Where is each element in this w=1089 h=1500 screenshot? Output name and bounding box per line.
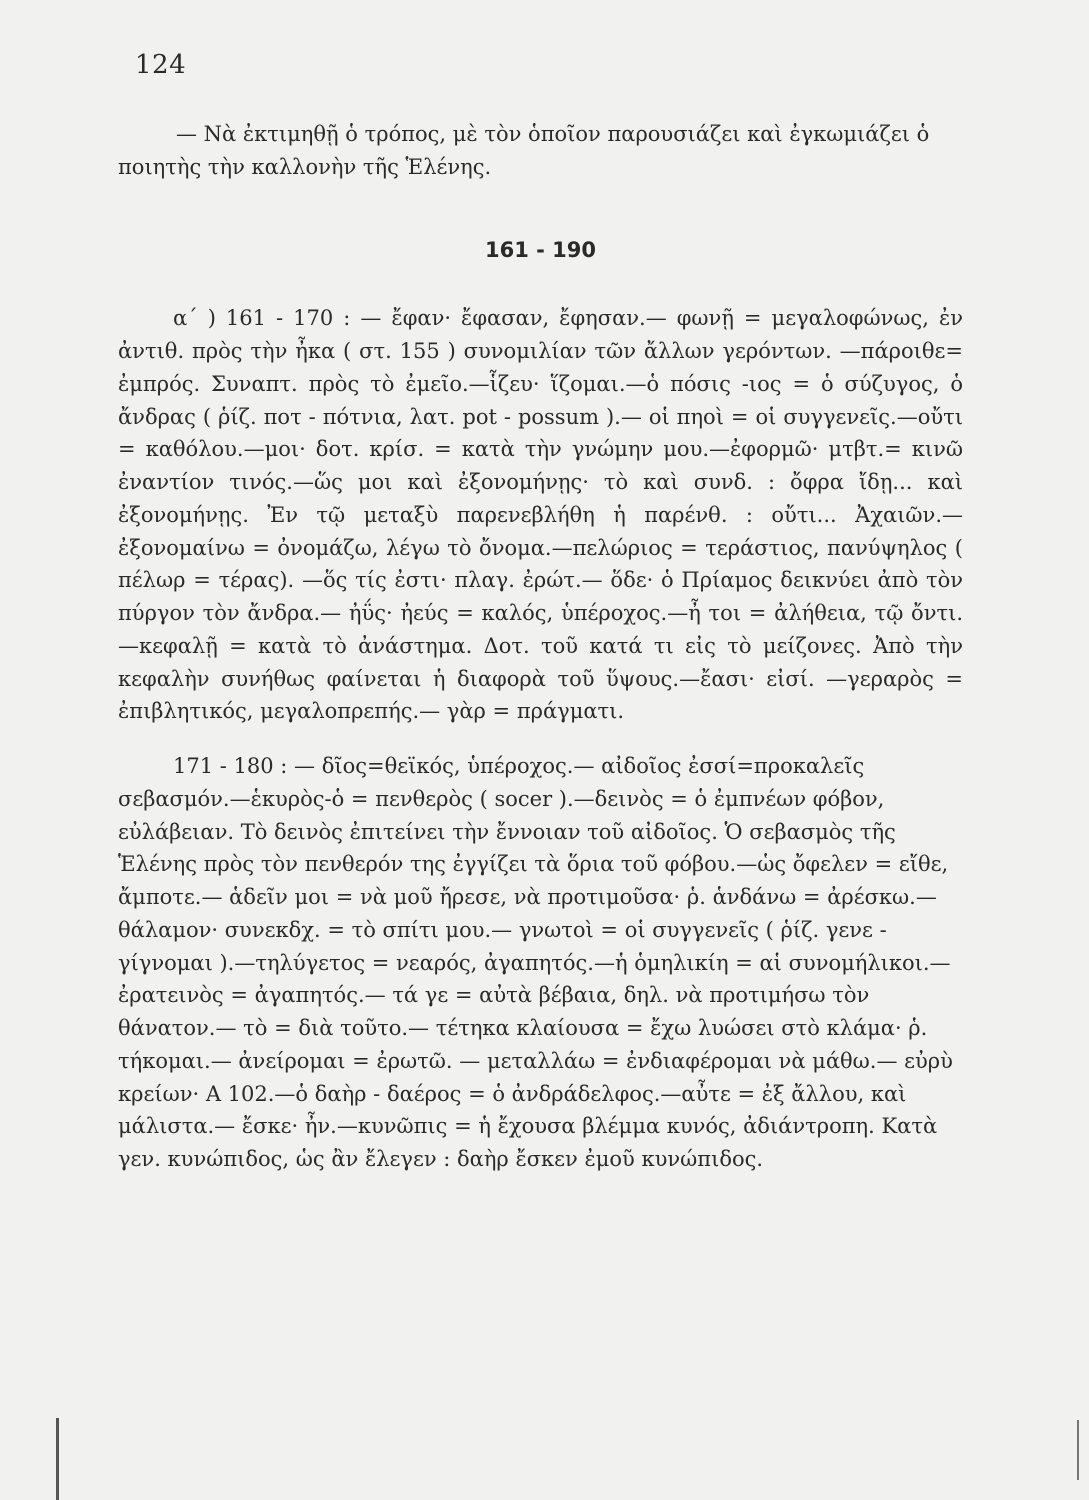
text-block [118, 118, 963, 1176]
paragraph-161-170: α΄ ) 161 - 170 : — ἔφαν· ἔφασαν, ἔφησαν.— φωνῇ = μεγαλοφώνως, ἐν ἀντιθ. πρὸς τὴν ἦκα ( στ. 155 ) συνομιλίαν τῶν ἄλλων γερόντων. —πάροιθε= ἐμπρός. Συναπτ. πρὸς τὸ ἐμεῖο.—ἷζευ· ἵζομαι.—ὁ πόσις -ιος = ὁ σύζυγος, ὁ ἄνδρας ( ῥίζ. ποτ - πότνια, λατ. pot - possum ).— οἱ πηοὶ = οἱ συγγενεῖς.—οὔτι = καθόλου.—μοι· δοτ. κρίσ. = κατὰ τὴν γνώμην μου.—ἐφορμῶ· μτβτ.= κινῶ ἐναντίον τινός.—ὥς μοι καὶ ἐξονομήνῃς· τὸ καὶ συνδ. : ὄφρα ἴδῃ... καὶ ἐξονομήνῃς. Ἐν τῷ μεταξὺ παρενεβλήθη ἡ παρένθ. : οὔτι... Ἀχαιῶν.—ἐξονομαίνω = ὀνομάζω, λέγω τὸ ὄνομα.—πελώριος = τεράστιος, πανύψηλος ( πέλωρ = τέρας). —ὅς τίς ἐστι· πλαγ. ἐρώτ.— ὅδε· ὁ Πρίαμος δεικνύει ἀπὸ τὸν πύργον τὸν ἄνδρα.— ἠΰς· ἠεύς = καλός, ὑπέροχος.—ἦ τοι = ἀλήθεια, τῷ ὄντι.—κεφαλῇ = κατὰ τὸ ἀνάστημα. Δοτ. τοῦ κατά τι εἰς τὸ μείζονες. Ἀπὸ τὴν κεφαλὴν συνήθως φαίνεται ἡ διαφορὰ τοῦ ὕψους.—ἔασι· εἰσί. —γεραρὸς = ἐπιβλητικός, μεγαλοπρεπής.— γὰρ = πράγματι. [118, 306, 963, 724]
scan-edge-mark-right [1077, 1420, 1079, 1480]
intro-question: — Νὰ ἐκτιμηθῇ ὁ τρόπος, μὲ τὸν ὁποῖον παρουσιάζει καὶ ἐγκωμιάζει ὁ ποιητὴς τὴν καλλονὴν τῆς Ἑλένης. [118, 122, 930, 179]
paragraph-171-180: 171 - 180 : — δῖος=θεϊκός, ὑπέροχος.— αἰδοῖος ἐσσί=προκαλεῖς σεβασμόν.—ἑκυρὸς-ὁ = πενθερὸς ( socer ).—δεινὸς = ὁ ἐμπνέων φόβον, εὐλάβειαν. Τὸ δεινὸς ἐπιτείνει τὴν ἔννοιαν τοῦ αἰδοῖος. Ὁ σεβασμὸς τῆς Ἑλένης πρὸς τὸν πενθερόν της ἐγγίζει τὰ ὅρια τοῦ φόβου.—ὡς ὄφελεν = εἴθε, ἄμποτε.— ἁδεῖν μοι = νὰ μοῦ ἤρεσε, νὰ προτιμοῦσα· ῥ. ἁνδάνω = ἀρέσκω.— θάλαμον· συνεκδχ. = τὸ σπίτι μου.— γνωτοὶ = οἱ συγγενεῖς ( ῥίζ. γενε - γίγνομαι ).—τηλύγετος = νεαρός, ἀγαπητός.—ἡ ὁμηλικίη = αἱ συνομήλικοι.—ἐρατεινὸς = ἀγαπητός.— τά γε = αὐτὰ βέβαια, δηλ. νὰ προτιμήσω τὸν θάνατον.— τὸ = διὰ τοῦτο.— τέτηκα κλαίουσα = ἔχω λυώσει στὸ κλάμα· ῥ. τήκομαι.— ἀνείρομαι = ἐρωτῶ. — μεταλλάω = ἐνδιαφέρομαι νὰ μάθω.— εὐρὺ κρείων· Α 102.—ὁ δαὴρ - δαέρος = ὁ ἀνδράδελφος.—αὖτε = ἐξ ἄλλου, καὶ μάλιστα.— ἔσκε· ἦν.—κυνῶπις = ἡ ἔχουσα βλέμμα κυνός, ἀδιάντροπη. Κατὰ γεν. κυνώπιδος, ὡς ἂν ἔλεγεν : δαὴρ ἔσκεν ἐμοῦ κυνώπιδος. [118, 754, 953, 1171]
scan-edge-mark [56, 1418, 59, 1500]
page-number: 124 [135, 50, 187, 80]
section-heading: 161 - 190 [484, 237, 596, 262]
